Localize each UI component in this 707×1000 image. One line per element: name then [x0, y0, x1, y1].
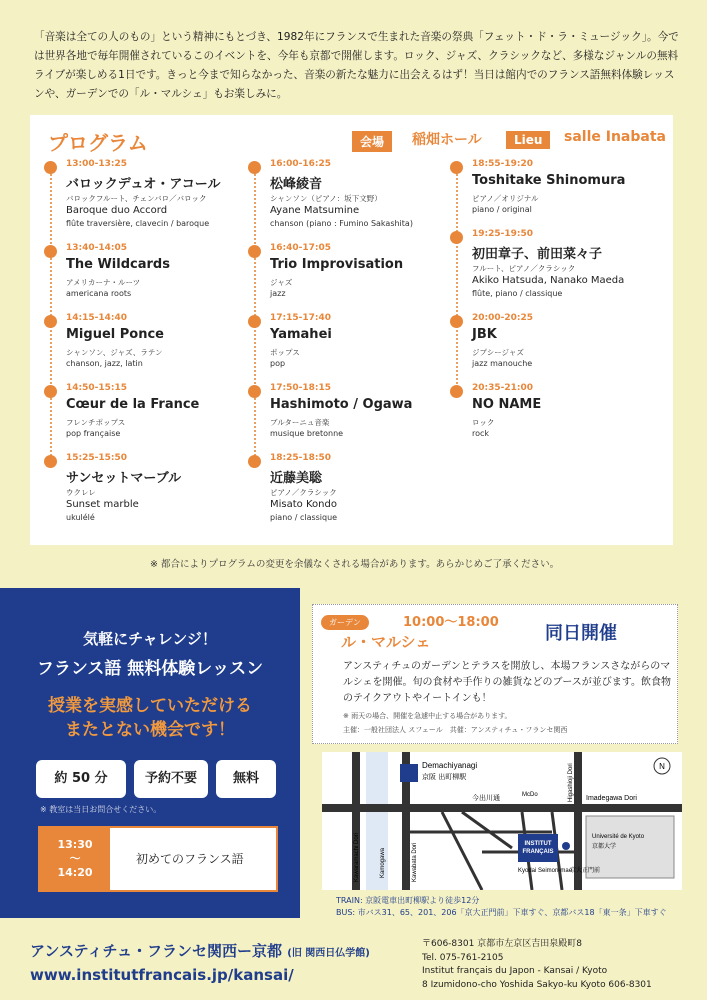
item-name: 近藤美聡 — [270, 471, 323, 486]
item-genre-en: chanson, jazz, latin — [66, 359, 143, 368]
session-label: 初めてのフランス語 — [136, 852, 244, 866]
timeline-dot — [450, 385, 463, 398]
timeline-line — [456, 167, 458, 391]
item-name: NO NAME — [472, 397, 542, 412]
institut-label-2: FRANÇAIS — [522, 849, 554, 855]
lieu-name: salle Inabata — [564, 129, 666, 145]
venue-badge: 会場 — [352, 131, 392, 152]
item-genre-en: musique bretonne — [270, 429, 344, 438]
garden-panel — [312, 604, 678, 744]
university-label: Université de Kyoto — [592, 834, 645, 840]
lesson-slogan-line1: 授業を実感していただける — [48, 696, 252, 716]
same-day-label: 同日開催 — [545, 623, 617, 644]
item-name: Miguel Ponce — [66, 327, 164, 342]
item-time: 17:15-17:40 — [270, 313, 332, 323]
item-time: 18:55-19:20 — [472, 159, 534, 169]
item-genre-en: jazz — [270, 289, 286, 298]
item-genre-en: pop française — [66, 429, 121, 438]
higashioji-label: Higashioji Dori — [568, 763, 574, 802]
intro-text: 「音楽は全ての人のもの」という精神にもとづき、1982年にフランスで生まれた音楽の祭典「フェット・ド・ラ・ミュージック」。今では世界各地で毎年開催されているこのイベントを、今年も京都で開催します。ロック、ジャズ、クラシックなど、多様なジャンルの無料ライブが楽しめる1日です。きっと今まで知らなかった、音楽の新たな魅力に出会えるはず！当日は館内でのフランス語無料体験レッスンや、ガーデンでの「ル・マルシェ」もお楽しみに。 — [34, 31, 679, 100]
timeline-dot — [248, 455, 261, 468]
institut-building — [518, 834, 558, 862]
program-panel — [30, 115, 673, 545]
kawabata-label: Kawabata Dori — [412, 842, 418, 882]
imadegawa-road — [322, 804, 682, 812]
item-name: JBK — [472, 327, 497, 342]
item-name: Trio Improvisation — [270, 257, 404, 272]
item-genre-fr: ukulélé — [66, 513, 95, 522]
item-time: 13:00-13:25 — [66, 159, 128, 169]
item-time: 20:00-20:25 — [472, 313, 534, 323]
item-name-latin: Sunset marble — [66, 499, 139, 510]
bus-stop-icon — [562, 842, 570, 850]
duration-pill: 約 50 分 — [36, 760, 126, 798]
item-genre-fr: flûte traversière, clavecin / baroque — [66, 219, 210, 228]
item-time: 13:40-14:05 — [66, 243, 128, 253]
website-link[interactable]: www.institutfrancais.jp/kansai/ — [30, 966, 294, 984]
item-time: 16:40-17:05 — [270, 243, 332, 253]
item-name: 松峰綾音 — [270, 177, 323, 192]
item-genre-fr: piano / classique — [270, 513, 338, 522]
institute-name-old: (旧 関西日仏学館) — [287, 948, 370, 959]
free-pill: 無料 — [216, 760, 276, 798]
bus-stop-label: Kyodai Seimon-mae — [518, 868, 573, 874]
item-genre-ja: ピアノ／オリジナル — [472, 194, 539, 203]
station-icon — [400, 764, 418, 782]
item-time: 14:15-14:40 — [66, 313, 128, 323]
lesson-slogan-line2: またとない機会です！ — [65, 720, 235, 740]
item-name: Yamahei — [270, 327, 332, 342]
timeline-dot — [248, 385, 261, 398]
institute-name — [30, 940, 370, 961]
session-start: 13:30 — [57, 838, 93, 851]
item-genre-ja: フルート、ピアノ／クラシック — [472, 264, 576, 273]
timeline-dot — [450, 231, 463, 244]
institut-label-1: INSTITUT — [524, 841, 552, 847]
item-name-latin: Ayane Matsumine — [270, 205, 360, 216]
item-genre-en: jazz manouche — [472, 359, 533, 368]
lesson-lead: 気軽にチャレンジ！ — [83, 630, 217, 648]
bus-stop-label-ja: 京大正門前 — [570, 867, 601, 874]
timeline-dot — [248, 161, 261, 174]
map-svg — [322, 752, 682, 890]
kamogawa-label: Kamogawa — [380, 847, 386, 878]
item-time: 15:25-15:50 — [66, 453, 128, 463]
garden-rain-note: ※ 雨天の場合、開催を急遽中止する場合があります。 — [343, 712, 512, 720]
item-name: 初田章子、前田菜々子 — [472, 247, 603, 262]
item-time: 17:50-18:15 — [270, 383, 332, 393]
item-genre-en: pop — [270, 359, 286, 368]
north-label: N — [659, 762, 665, 771]
station-label-ja: 京阪 出町柳駅 — [422, 773, 467, 781]
item-name-latin: Baroque duo Accord — [66, 205, 168, 216]
item-genre-ja: ジャズ — [270, 278, 293, 287]
garden-organizer: 主催：一般社団法人 スフェール 共催：アンスティチュ・フランセ関西 — [343, 726, 568, 734]
item-name: The Wildcards — [66, 257, 170, 272]
access-map — [322, 752, 682, 890]
lesson-note: ※ 教室は当日お問合せください。 — [40, 805, 162, 814]
item-genre-ja: ウクレレ — [66, 488, 96, 497]
item-name-latin: Akiko Hatsuda, Nanako Maeda — [472, 275, 625, 286]
item-genre-ja: ポップス — [270, 348, 300, 357]
timeline-dot — [248, 245, 261, 258]
garden-description: アンスティチュのガーデンとテラスを開放し、本場フランスさながらのマルシェを開催。旬の食材や手作りの雑貨などのブースが並びます。飲食物のテイクアウトやイートインも！ — [343, 661, 671, 704]
timeline-dot — [44, 245, 57, 258]
item-genre-ja: バロックフルート、チェンバロ／バロック — [66, 194, 207, 203]
address-line-3: Institut français du Japon - Kansai / Kyoto — [422, 966, 608, 976]
venue-name: 稲畑ホール — [412, 132, 482, 148]
item-genre-en: rock — [472, 429, 490, 438]
item-name: サンセットマーブル — [66, 471, 182, 486]
item-genre-en: americana roots — [66, 289, 132, 298]
lesson-title: フランス語 無料体験レッスン — [36, 659, 264, 679]
garden-time: 10:00〜18:00 — [403, 615, 499, 630]
university-label-ja: 京都大学 — [592, 843, 617, 850]
station-label: Demachiyanagi — [422, 761, 478, 770]
address-line-1: 〒606-8301 京都市左京区吉田泉殿町8 — [422, 939, 582, 949]
item-time: 14:50-15:15 — [66, 383, 128, 393]
item-genre-fr: chanson (piano : Fumino Sakashita) — [270, 219, 413, 228]
item-genre-ja: アメリカーナ・ルーツ — [66, 278, 141, 287]
item-name: Hashimoto / Ogawa — [270, 397, 413, 412]
item-time: 18:25-18:50 — [270, 453, 332, 463]
item-genre-en: piano / original — [472, 205, 532, 214]
program-note: ※ 都合によりプログラムの変更を余儀なくされる場合があります。あらかじめご了承ください。 — [150, 559, 560, 570]
address-line-4: 8 Izumidono-cho Yoshida Sakyo-ku Kyoto 606-8301 — [422, 979, 652, 990]
timeline-dot — [450, 315, 463, 328]
item-time: 19:25-19:50 — [472, 229, 534, 239]
imadegawa-label: Imadegawa Dori — [586, 795, 637, 802]
timeline-dot — [450, 161, 463, 174]
kawaramachi-label: Kawaramachi Dori — [354, 832, 360, 882]
timeline-dot — [44, 455, 57, 468]
institute-name-main: アンスティチュ・フランセ関西ー京都 — [30, 942, 283, 960]
item-genre-ja: ピアノ／クラシック — [270, 488, 337, 497]
timeline-dot — [44, 161, 57, 174]
item-time: 20:35-21:00 — [472, 383, 534, 393]
garden-badge: ガーデン — [321, 615, 369, 630]
timeline-dot — [44, 315, 57, 328]
phone-line: Tel. 075-761-2105 — [422, 952, 504, 963]
item-genre-ja: フレンチポップス — [66, 418, 126, 427]
item-time: 16:00-16:25 — [270, 159, 332, 169]
mcdo-label: McDo — [522, 792, 538, 798]
session-card — [38, 826, 278, 892]
session-separator: 〜 — [69, 852, 81, 865]
access-train: TRAIN: 京阪電車出町柳駅より徒歩12分 — [336, 896, 480, 905]
address-block — [422, 938, 652, 992]
timeline-dot — [248, 315, 261, 328]
access-info — [336, 895, 667, 919]
lesson-slogan — [0, 694, 300, 742]
session-time — [40, 828, 110, 890]
item-genre-ja: シャンソン（ピアノ：坂下文野） — [270, 194, 382, 203]
item-genre-ja: ロック — [472, 418, 495, 427]
lesson-panel — [0, 588, 300, 918]
no-reservation-pill: 予約不要 — [134, 760, 208, 798]
item-name-latin: Misato Kondo — [270, 499, 337, 510]
item-genre-ja: ジプシージャズ — [472, 348, 524, 357]
imadegawa-label-ja: 今出川通 — [472, 794, 500, 802]
item-name: Toshitake Shinomura — [472, 173, 626, 188]
program-title: プログラム — [48, 131, 148, 155]
item-genre-ja: ブルターニュ音楽 — [270, 418, 330, 427]
lieu-badge: Lieu — [506, 131, 550, 149]
garden-name: ル・マルシェ — [341, 633, 431, 651]
item-genre-ja: シャンソン、ジャズ、ラテン — [66, 348, 163, 357]
access-bus: BUS: 市バス31、65、201、206「京大正門前」下車すぐ、京都バス18「東一条」下車すぐ — [336, 908, 667, 917]
item-genre-fr: flûte, piano / classique — [472, 289, 563, 298]
footer — [0, 924, 707, 1000]
item-name: Cœur de la France — [66, 397, 200, 412]
timeline-dot — [44, 385, 57, 398]
session-end: 14:20 — [57, 866, 93, 879]
item-name: バロックデュオ・アコール — [66, 177, 221, 192]
